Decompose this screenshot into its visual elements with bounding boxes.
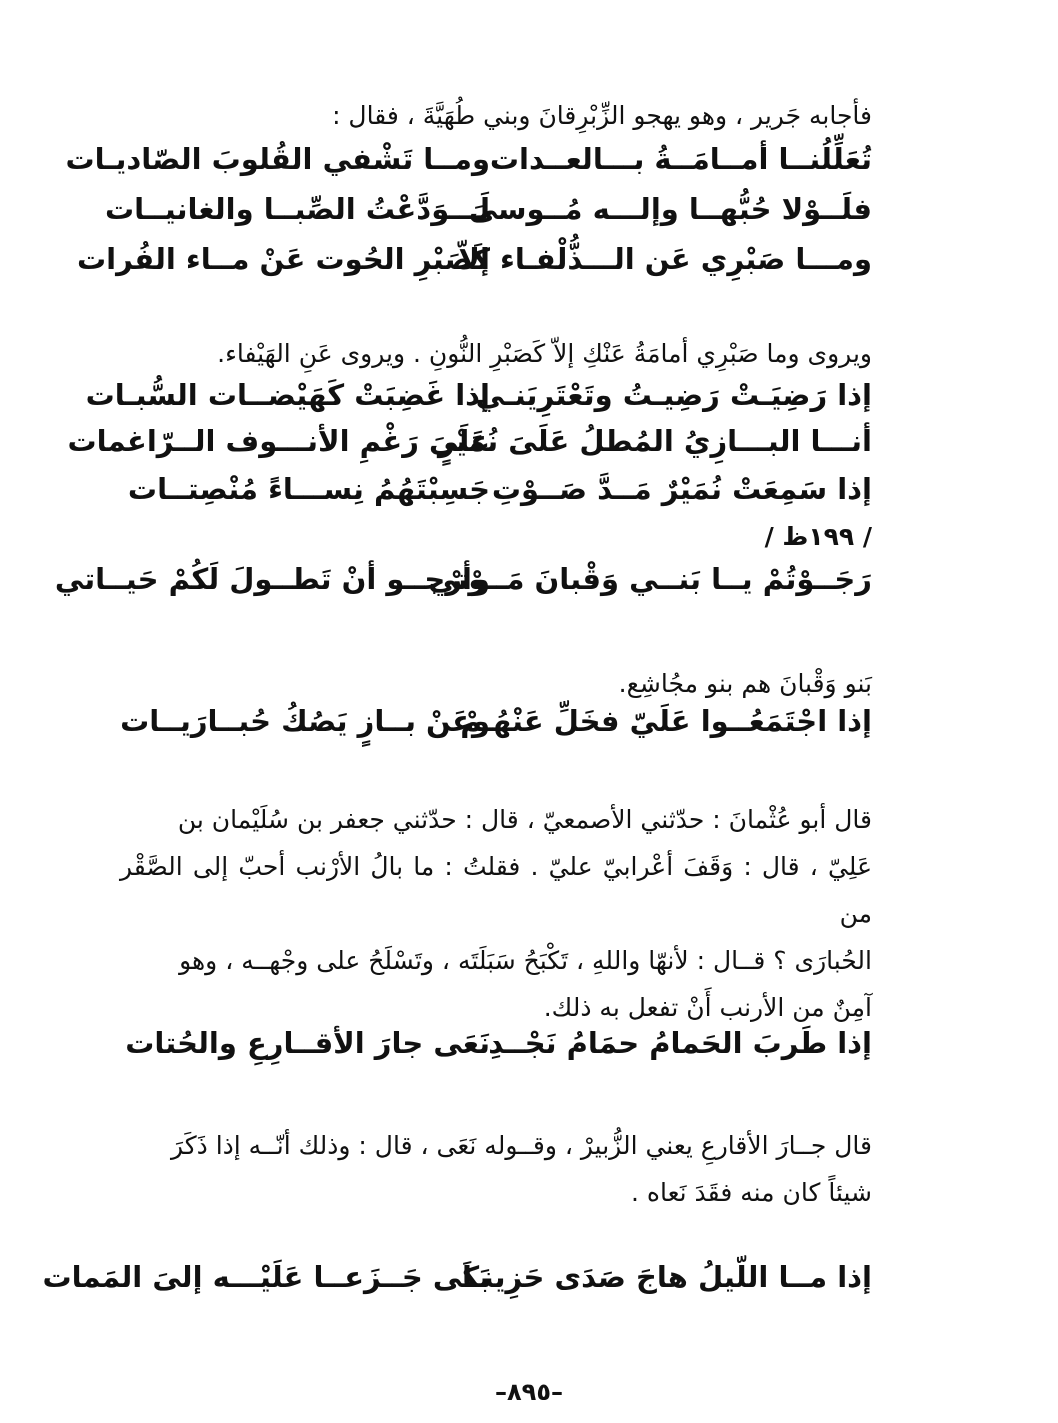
second-hemistich: لَـــوَدَّعْتُ الصِّبــا والغانيــات	[104, 192, 490, 226]
second-hemistich: عَلَىَ رَغْمِ الأنـــوف الــرّاغمات	[67, 424, 490, 458]
verse-line	[120, 1026, 872, 1078]
first-hemistich: أنـــا البـــازِيُ المُطلُ عَلَىَ نُمَيْرٍ	[437, 424, 872, 458]
second-hemistich: كَصَبْرِ الحُوت عَنْ مــاء الفُرات	[77, 242, 490, 276]
variant-note: ويروى وما صَبْرِي أمامَةُ عَنْكِ إلاّ كَصَبْرِ النُّونِ . ويروى عَنِ الهَيْفاء.	[217, 339, 872, 368]
second-hemistich: جَسِبْتَهُمُ نِســـاءً مُنْصِتــات	[127, 472, 490, 506]
first-hemistich: رَجَــوْتُمْ يــا بَنــي وَقْبانَ مَــوْتي	[428, 562, 872, 596]
folio-marker: / ١٩٩ظ /	[764, 522, 872, 551]
verse-line	[120, 704, 872, 756]
verse-line	[67, 424, 872, 476]
verse-line	[42, 1260, 872, 1312]
commentary-paragraph: قال جــارَ الأقارعِ يعني الزُّبيرْ ، وقــوله نَعَى ، قال : وذلك أنّــه إذا ذَكَرَ شيئاً كان منه فقَدَ نَعاه .	[170, 1131, 872, 1207]
second-hemistich: إذا غَضِبَتْ كَهَيْضــات السُّبـات	[85, 378, 490, 412]
verse-line	[104, 192, 872, 244]
second-hemistich: وأرْجــو أنْ تَطــولَ لَكُمْ حَيــاتي	[54, 562, 490, 596]
intro-line: فأجابه جَرير ، وهو يهجو الزِّبْرِقانَ وبني طُهَيَّةَ ، فقال :	[332, 101, 872, 130]
first-hemistich: فلَــوْلا حُبُّهــا وإلـــه مُــوسىَ	[468, 192, 872, 226]
first-hemistich: تُعَلِّلُنــا أمــامَــةُ بـــالعــدات	[489, 142, 872, 176]
verse-line	[65, 142, 872, 194]
first-hemistich: ومـــا صَبْرِي عَن الـــذُّلْفـاء إلاّ	[458, 242, 872, 276]
verse-line	[77, 242, 872, 294]
verse-line	[85, 378, 872, 430]
second-hemistich: وعَنْ بــازٍ يَصُكُ حُبــارَيــات	[120, 704, 490, 738]
anecdote-paragraph: قال أبو عُثْمانَ : حدّثني الأصمعيّ ، قال : حدّثني جعفر بن سُلَيْمان بن عَلِيّ ، قال : وَقَفَ أعْرابيّ عليّ . فقلتُ : ما بالُ الأرْنب أحبّ إلى الصَّقْر من الحُبارَى ؟ قــال : لأنهّا واللهِ ، تَكْبَحُ سَبَلَتَه ، وتَسْلَحُ على وجْهــه ، وهو آمِنٌ من الأرنب أَنْ تفعل به ذلك.	[120, 805, 872, 1022]
first-hemistich: إذا رَضِيَـتْ رَضِيـتُ وتَعْتَرِيَنـي	[475, 378, 872, 412]
page-number: –٨٩٥–	[495, 1378, 563, 1406]
first-hemistich: إذا مــا اللّيلُ هاجَ صَدَى حَزِينـا	[461, 1260, 872, 1294]
verse-line	[54, 562, 872, 614]
second-hemistich: بَكَى جَــزَعــا عَلَيْـــه إلىَ المَمات	[42, 1260, 490, 1294]
first-hemistich: إذا اجْتَمَعُــوا عَلَيّ فخَلِّ عَنْهُـمْ	[460, 704, 872, 738]
second-hemistich: ومــا تَشْفي القُلوبَ الصّاديـات	[65, 142, 490, 176]
first-hemistich: إذا سَمِعَتْ نُمَيْرٌ مَــدَّ صَــوْتِ	[491, 472, 872, 506]
verse-line	[120, 472, 872, 524]
note-line: بَنو وَقْبانَ هم بنو مجُاشِع.	[618, 669, 872, 698]
second-hemistich: نَعَى جارَ الأقــارِعِ والحُتات	[125, 1026, 490, 1060]
first-hemistich: إذا طَربَ الحَمامُ حمَامُ نَجْــدِ	[488, 1026, 872, 1060]
